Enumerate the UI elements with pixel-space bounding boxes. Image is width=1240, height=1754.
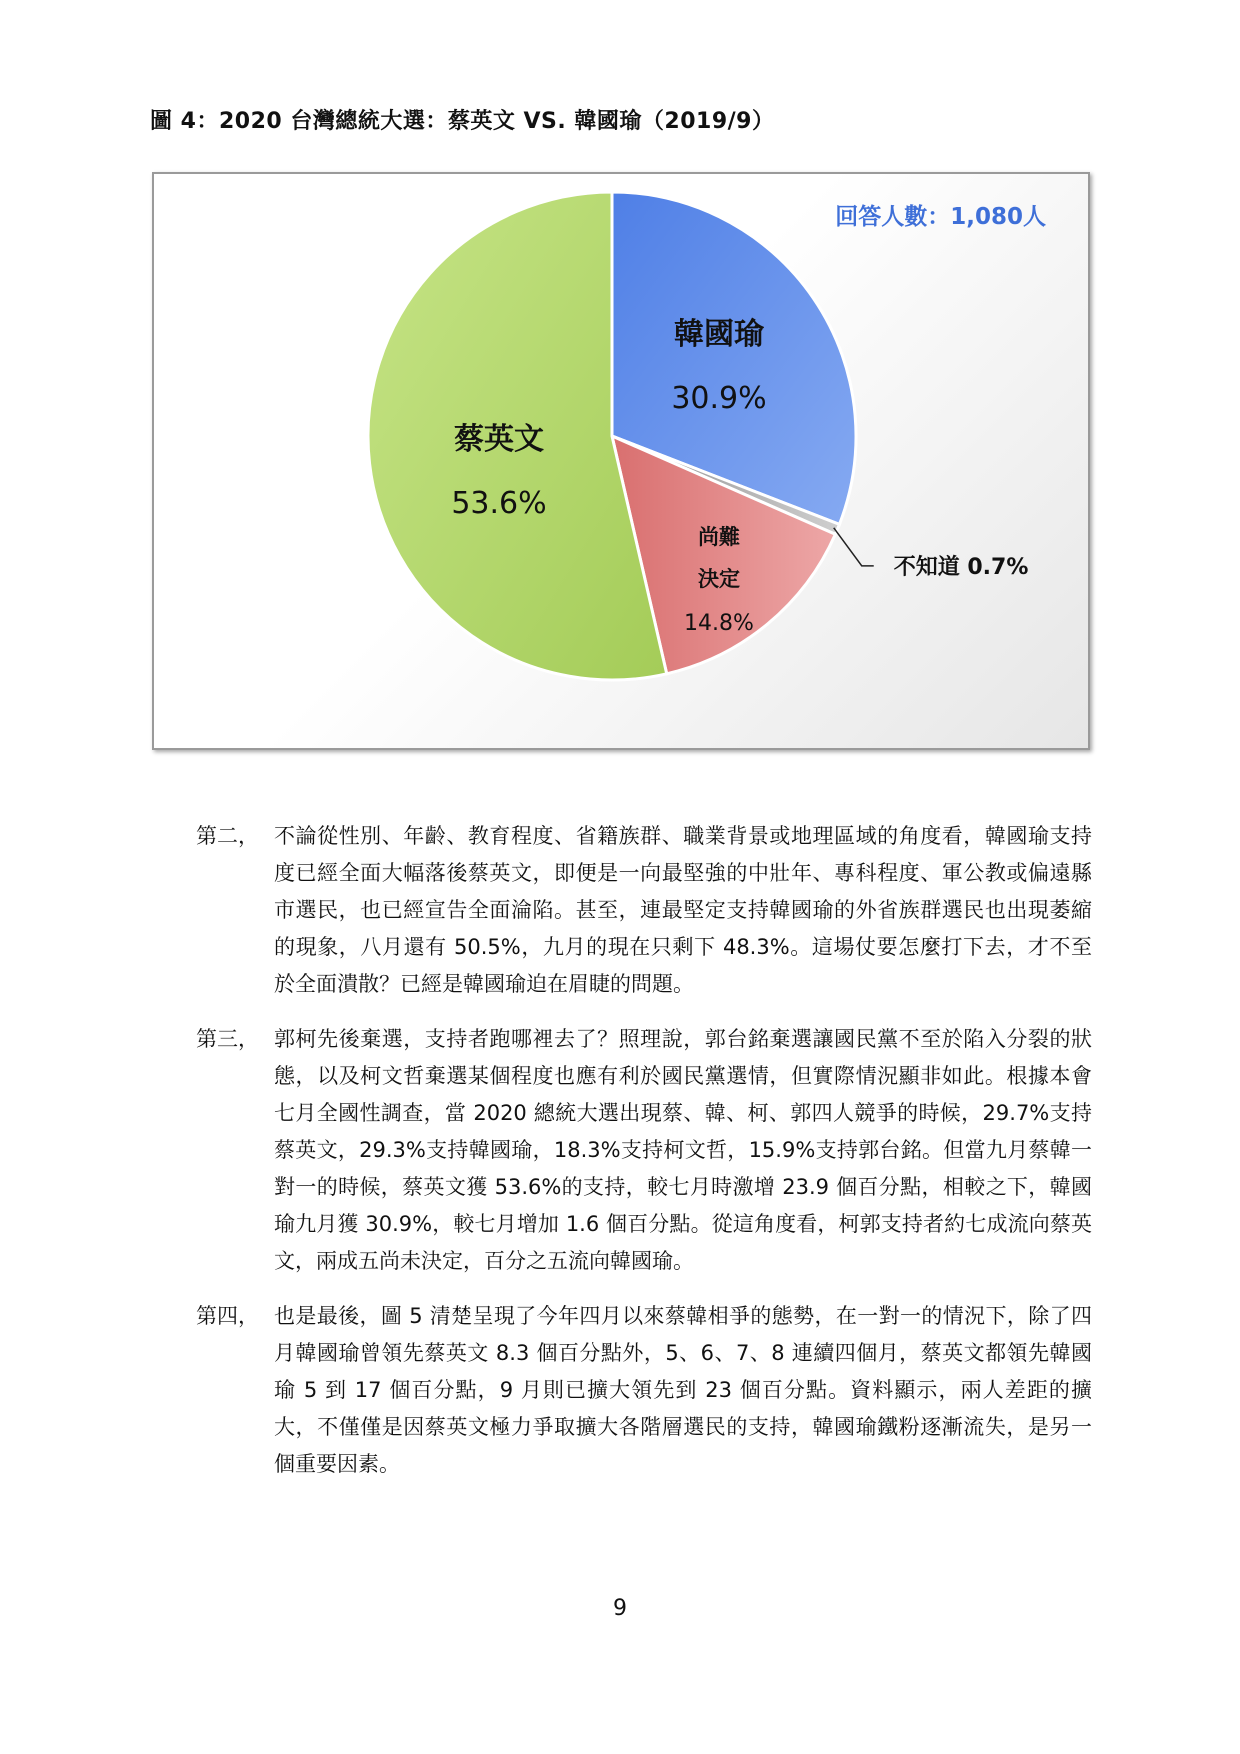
slice-value-label: 14.8%	[684, 611, 754, 636]
slice-label: 尚難	[698, 525, 740, 549]
slice-value-label: 30.9%	[671, 381, 767, 416]
slice-value-label: 53.6%	[451, 486, 547, 521]
paragraph-label: 第三，	[196, 1027, 259, 1051]
paragraph-label: 第二，	[196, 824, 259, 848]
paragraph	[196, 1021, 1092, 1280]
paragraph	[196, 1298, 1092, 1483]
slice-label: 蔡英文	[454, 422, 544, 457]
figure-title: 圖 4：2020 台灣總統大選：蔡英文 VS. 韓國瑜（2019/9）	[150, 109, 775, 134]
paragraph-text: 不論從性別、年齡、教育程度、省籍族群、職業背景或地理區域的角度看，韓國瑜支持度已經全面大幅落後蔡英文，即便是一向最堅強的中壯年、專科程度、軍公教或偏遠縣市選民，也已經宣告全面淪陷。甚至，連最堅定支持韓國瑜的外省族群選民也出現萎縮的現象，八月還有 50.5%，九月的現在只剩下 48.3%。這場仗要怎麼打下去，才不至於全面潰散？已經是韓國瑜迫在眉睫的問題。	[274, 824, 1092, 996]
body-text	[196, 818, 1092, 1501]
paragraph	[196, 818, 1092, 1003]
callout-line	[834, 528, 874, 566]
respondent-count: 回答人數：1,080人	[835, 204, 1046, 230]
slice-label: 韓國瑜	[674, 317, 764, 352]
slice-label-unknown: 不知道 0.7%	[893, 554, 1029, 580]
slice-label: 決定	[698, 567, 740, 591]
pie-chart	[154, 174, 1088, 748]
paragraph-text: 郭柯先後棄選，支持者跑哪裡去了？照理說，郭台銘棄選讓國民黨不至於陷入分裂的狀態，以及柯文哲棄選某個程度也應有利於國民黨選情，但實際情況顯非如此。根據本會七月全國性調查，當 2020 總統大選出現蔡、韓、柯、郭四人競爭的時候，29.7%支持蔡英文，29.3%支持韓國瑜，18.3%支持柯文哲，15.9%支持郭台銘。但當九月蔡韓一對一的時候，蔡英文獲 53.6%的支持，較七月時激增 23.9 個百分點，相較之下，韓國瑜九月獲 30.9%，較七月增加 1.6 個百分點。從這角度看，柯郭支持者約七成流向蔡英文，兩成五尚未決定，百分之五流向韓國瑜。	[274, 1027, 1092, 1273]
pie-chart-panel	[152, 172, 1090, 750]
paragraph-text: 也是最後，圖 5 清楚呈現了今年四月以來蔡韓相爭的態勢，在一對一的情況下，除了四月韓國瑜曾領先蔡英文 8.3 個百分點外，5、6、7、8 連續四個月，蔡英文都領先韓國瑜 5 到 17 個百分點，9 月則已擴大領先到 23 個百分點。資料顯示，兩人差距的擴大，不僅僅是因蔡英文極力爭取擴大各階層選民的支持，韓國瑜鐵粉逐漸流失，是另一個重要因素。	[274, 1304, 1092, 1476]
page-number: 9	[613, 1596, 627, 1621]
paragraph-label: 第四，	[196, 1304, 259, 1328]
